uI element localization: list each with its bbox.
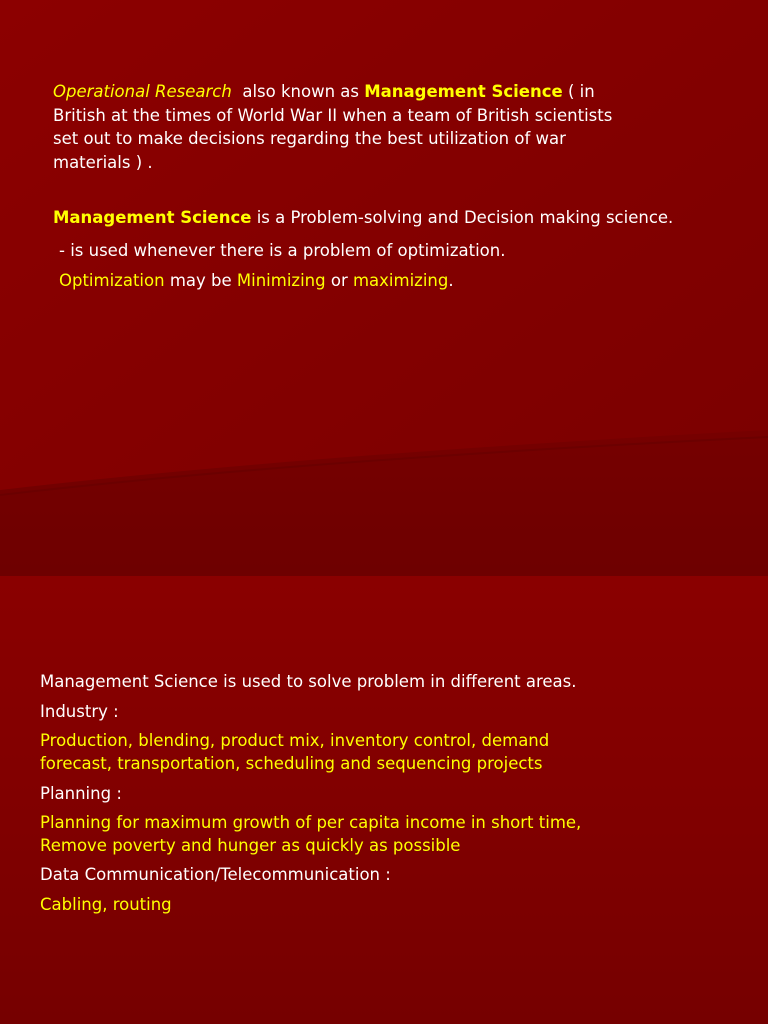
- para1-line1: [53, 80, 595, 104]
- section-planning-line-1: Planning for maximum growth of per capita income in short time,: [40, 813, 582, 832]
- para2-rest: is a Problem-solving and Decision making science.: [256, 208, 674, 227]
- term-optimization: Optimization: [59, 271, 165, 290]
- para3: - is used whenever there is a problem of optimization.: [59, 241, 506, 260]
- para4-w4: or: [330, 271, 348, 290]
- term-minimizing: Minimizing: [236, 271, 326, 290]
- term-management-science-2: Management Science: [53, 208, 252, 227]
- slide-2: [0, 576, 768, 1024]
- term-operational-research: Operational Research: [53, 82, 232, 101]
- section-heading-datacomm: Data Communication/Telecommunication :: [40, 865, 391, 884]
- para1-line1-tail: ( in: [567, 82, 595, 101]
- para2: [53, 206, 673, 230]
- section-heading-planning: Planning :: [40, 784, 122, 803]
- term-management-science: Management Science: [364, 82, 563, 101]
- term-maximizing: maximizing: [352, 271, 449, 290]
- section-industry-line-2: forecast, transportation, scheduling and sequencing projects: [40, 754, 543, 773]
- para4: [59, 269, 454, 293]
- slide2-intro: Management Science is used to solve problem in different areas.: [40, 672, 577, 691]
- para1-line3: set out to make decisions regarding the best utilization of war: [53, 129, 566, 148]
- section-heading-industry: Industry :: [40, 702, 119, 721]
- para1-line2: British at the times of World War II when a team of British scientists: [53, 105, 613, 125]
- para4-period: .: [448, 271, 454, 290]
- section-planning-line-2: Remove poverty and hunger as quickly as possible: [40, 836, 461, 855]
- section-industry-line-1: Production, blending, product mix, inventory control, demand: [40, 731, 550, 750]
- para1-mid: also known as: [242, 82, 359, 101]
- section-datacomm-line-1: Cabling, routing: [40, 895, 172, 914]
- para1-line4: materials ) .: [53, 152, 153, 172]
- para4-w2: may be: [169, 271, 232, 290]
